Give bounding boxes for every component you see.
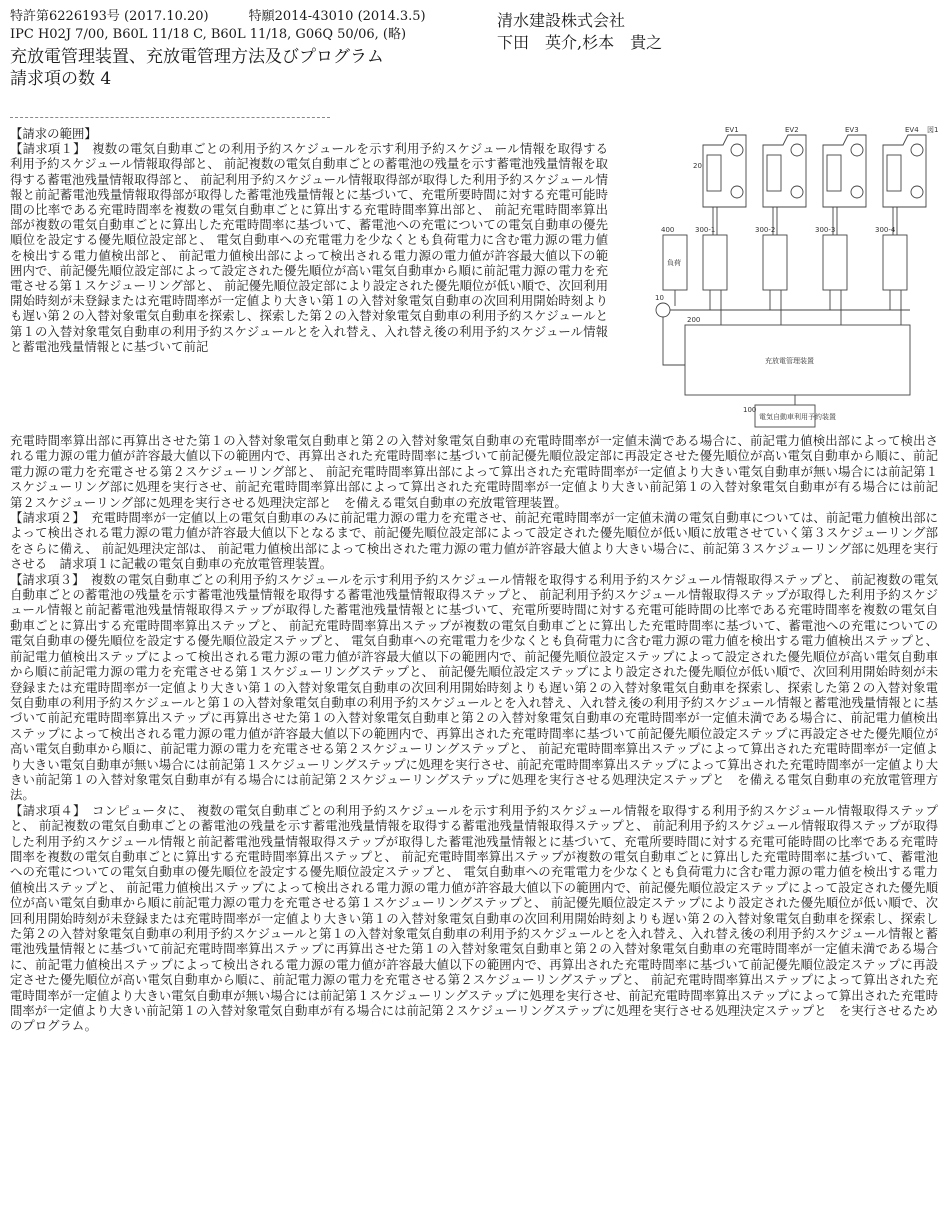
- claim-4: [10, 803, 938, 1034]
- reservation-ref: 100: [743, 406, 757, 414]
- ev-1-shape: [703, 135, 746, 207]
- manager-ref: 200: [687, 316, 701, 324]
- ipc-classification: IPC H02J 7/00, B60L 11/18 C, B60L 11/18, G06Q 50/06, (略): [10, 27, 407, 42]
- source-ref: 10: [655, 294, 664, 302]
- patent-title: 充放電管理装置、充放電管理方法及びプログラム: [10, 47, 384, 67]
- patent-numbers-row: [10, 8, 426, 26]
- claim-1-part-1: [10, 141, 608, 354]
- claim-2: [10, 510, 938, 572]
- ev-2-label: EV2: [785, 126, 799, 134]
- load-ref: 400: [661, 226, 675, 234]
- stand-3-ref: 300-3: [815, 226, 836, 234]
- claim-3-text: 複数の電気自動車ごとの利用予約スケジュールを示す利用予約スケジュール情報を取得する利用予約スケジュール情報取得ステップと、 前記複数の電気自動車ごとの蓄電池の残量を示す蓄電池残量情報を取得する蓄電池残量情報取得ステップと、 前記利用予約スケジュール情報取得ステップが取得した利用予約スケジュール情報と前記蓄電池残量情報取得ステップが取得した蓄電池残量情報とに基づいて、充電所要時間に対する充電可能時間の比率である充電時間率を複数の電気自動車ごとに算出する充電時間率算出ステップと、 前記充電時間率算出ステップが複数の電気自動車ごとに算出した充電時間率に基づいて、蓄電池への充電についての電気自動車の優先順位を設定する優先順位設定ステップと、 電気自動車への充電電力を少なくとも負荷電力に含む電力源の電力値を検出する電力値検出ステップと、 前記電力値検出ステップによって検出される電力源の電力値が許容最大値以下の範囲内で、前記優先順位設定ステップによって設定された優先順位が高い電気自動車から順に前記電力源の電力を充電させる第１スケジューリングステップと、 前記優先順位設定ステップにより設定された優先順位が低い順で、次回利用開始時刻が未登録または充電時間率が一定値より大きい第１の入替対象電気自動車の次回利用開始時刻よりも遅い第２の入替対象電気自動車を探索し、探索した第２の入替対象電気自動車の利用予約スケジュールと第１の入替対象電気自動車の利用予約スケジュールとを入れ替え、入れ替え後の利用予約スケジュール情報と蓄電池残量情報とに基づいて前記充電時間率算出ステップに再算出させた第１の入替対象電気自動車と第２の入替対象電気自動車の充電時間率が一定値未満である場合に、前記電力値検出ステップによって検出される電力源の電力値が許容最大値以下の範囲内で、再算出された充電時間率に基づいて前記優先順位設定ステップに再設定させた優先順位が高い電気自動車から順に、前記電力源の電力を充電させる第２スケジューリングステップと、 前記充電時間率算出ステップによって算出された充電時間率が一定値より大きい電気自動車が無い場合には前記第１スケジューリングステップに処理を実行させ、前記充電時間率算出ステップによって算出された充電時間率が一定値より大きい前記第１の入替対象電気自動車が有る場合には前記第２スケジューリングステップに処理を実行させる処理決定ステップと を備える電気自動車の充放電管理方法。: [10, 571, 938, 803]
- figure-label: 図1: [927, 126, 939, 134]
- claim-4-text: コンピュータに、 複数の電気自動車ごとの利用予約スケジュールを示す利用予約スケジュール情報を取得する利用予約スケジュール情報取得ステップと、 前記複数の電気自動車ごとの蓄電池の残量を示す蓄電池残量情報を取得する蓄電池残量情報取得ステップと、 前記利用予約スケジュール情報取得ステップが取得した利用予約スケジュール情報と前記蓄電池残量情報取得ステップが取得した蓄電池残量情報とに基づいて、充電所要時間に対する充電可能時間の比率である充電時間率を複数の電気自動車ごとに算出する充電時間率算出ステップと、 前記充電時間率算出ステップが複数の電気自動車ごとに算出した充電時間率に基づいて、蓄電池への充電についての電気自動車の優先順位を設定する優先順位設定ステップと、 電気自動車への充電電力を少なくとも負荷電力に含む電力源の電力値を検出する電力値検出ステップと、 前記電力値検出ステップによって検出される電力源の電力値が許容最大値以下の範囲内で、前記優先順位設定ステップによって設定された優先順位が高い電気自動車から順に前記電力源の電力を充電させる第１スケジューリングステップと、 前記優先順位設定ステップにより設定された優先順位が低い順で、次回利用開始時刻が未登録または充電時間率が一定値より大きい第１の入替対象電気自動車の次回利用開始時刻よりも遅い第２の入替対象電気自動車を探索し、探索した第２の入替対象電気自動車の利用予約スケジュールと第１の入替対象電気自動車の利用予約スケジュールとを入れ替え、入れ替え後の利用予約スケジュール情報と蓄電池残量情報とに基づいて前記充電時間率算出ステップに再算出させた第１の入替対象電気自動車と第２の入替対象電気自動車の充電時間率が一定値未満である場合に、前記電力値検出ステップによって検出される電力源の電力値が許容最大値以下の範囲内で、再算出された充電時間率に基づいて前記優先順位設定ステップに再設定させた優先順位が高い電気自動車から順に、前記電力源の電力を充電させる第２スケジューリングステップと、 前記充電時間率算出ステップによって算出された充電時間率が一定値より大きい電気自動車が無い場合には前記第１スケジューリングステップに処理を実行させ、前記充電時間率算出ステップによって算出された充電時間率が一定値より大きい前記第１の入替対象電気自動車が有る場合には前記第２スケジューリングステップに処理を実行させる処理決定ステップと を実行させるためのプログラム。: [10, 802, 938, 1034]
- ev-3-shape: [823, 135, 866, 207]
- patent-header: [10, 8, 426, 90]
- claim-1-label: 【請求項１】: [10, 141, 80, 157]
- battery-ref: 20: [693, 162, 702, 170]
- claim-4-label: 【請求項４】: [10, 802, 80, 818]
- figure-1-diagram: [655, 120, 945, 430]
- load-label: 負荷: [667, 259, 681, 267]
- claims-full-width: [10, 433, 938, 1034]
- stand-4-ref: 300-4: [875, 226, 896, 234]
- ev-2-shape: [763, 135, 806, 207]
- claim-3: [10, 572, 938, 803]
- claim-1-text: 複数の電気自動車ごとの利用予約スケジュールを示す利用予約スケジュール情報を取得する利用予約スケジュール情報取得部と、 前記複数の電気自動車ごとの蓄電池の残量を示す蓄電池残量情報を取得する蓄電池残量情報取得部と、 前記利用予約スケジュール情報取得部が取得した利用予約スケジュール情報と前記蓄電池残量情報取得部が取得した蓄電池残量情報とに基づいて、充電所要時間に対する充電可能時間の比率である充電時間率を複数の電気自動車ごとに算出する充電時間率算出部と、 前記充電時間率算出部が複数の電気自動車ごとに算出した充電時間率に基づいて、蓄電池への充電についての電気自動車の優先順位を設定する優先順位設定部と、 電気自動車への充電電力を少なくとも負荷電力に含む電力源の電力値を検出する電力値検出部と、 前記電力値検出部によって検出される電力源の電力値が許容最大値以下の範囲内で、前記優先順位設定部によって設定された優先順位が高い電気自動車から順に前記電力源の電力を充電させる第１スケジューリング部と、 前記優先順位設定部により設定された優先順位が低い順で、次回利用開始時刻が未登録または充電時間率が一定値より大きい第１の入替対象電気自動車の次回利用開始時刻よりも遅い第２の入替対象電気自動車を探索し、探索した第２の入替対象電気自動車の利用予約スケジュールと第１の入替対象電気自動車の利用予約スケジュールとを入れ替え、入れ替え後の利用予約スケジュール情報と蓄電池残量情報とに基づいて前記: [10, 141, 608, 354]
- manager-label: 充放電管理装置: [765, 357, 814, 365]
- inventors: 下田 英介,杉本 貴之: [497, 33, 663, 52]
- claim-3-label: 【請求項３】: [10, 571, 79, 587]
- claim-count: 請求項の数 4: [10, 69, 112, 89]
- applicant-block: [497, 10, 662, 54]
- claim-2-label: 【請求項２】: [10, 510, 79, 526]
- ev-1-label: EV1: [725, 126, 739, 134]
- claims-top-column: [10, 126, 608, 354]
- applicant-company: 清水建設株式会社: [497, 11, 626, 30]
- separator-line: [10, 117, 330, 118]
- ev-3-label: EV3: [845, 126, 859, 134]
- ev-4-shape: [883, 135, 926, 207]
- claim-1-part-2: 充電時間率算出部に再算出させた第１の入替対象電気自動車と第２の入替対象電気自動車の充電時間率が一定値未満である場合に、前記電力値検出部によって検出される電力源の電力値が許容最大値以下の範囲内で、再算出された充電時間率に基づいて前記優先順位設定部に再設定させた優先順位が高い電気自動車から順に、前記電力源の電力を充電させる第２スケジューリング部と、 前記充電時間率算出部によって算出された充電時間率が一定値より大きい電気自動車が無い場合には前記第１スケジューリング部に処理を実行させ、前記充電時間率算出部によって算出された充電時間率が一定値より大きい前記第１の入替対象電気自動車が有る場合には前記第２スケジューリング部に処理を実行させる処理決定部と を備える電気自動車の充放電管理装置。: [10, 433, 938, 510]
- claims-heading: 【請求の範囲】: [10, 126, 97, 141]
- patent-number: 特許第6226193号 (2017.10.20): [10, 9, 209, 24]
- claim-2-text: 充電時間率が一定値以上の電気自動車のみに前記電力源の電力を充電させ、前記充電時間率が一定値未満の電気自動車については、前記電力値検出部によって検出される電力源の電力値が許容最大値以下となるまで、前記優先順位設定部によって設定された優先順位が低い順に放電させていく第３スケジューリング部をさらに備え、 前記処理決定部は、 前記電力値検出部によって検出された電力源の電力値が許容最大値より大きい場合に、前記第３スケジューリング部に処理を実行させる 請求項１に記載の電気自動車の充放電管理装置。: [10, 510, 938, 572]
- application-number: 特願2014-43010 (2014.3.5): [248, 9, 426, 24]
- stand-2-ref: 300-2: [755, 226, 776, 234]
- stand-1-ref: 300-1: [695, 226, 716, 234]
- ev-4-label: EV4: [905, 126, 919, 134]
- reservation-label: 電気自動車利用予約装置: [759, 413, 836, 421]
- block-diagram-svg: [655, 120, 945, 430]
